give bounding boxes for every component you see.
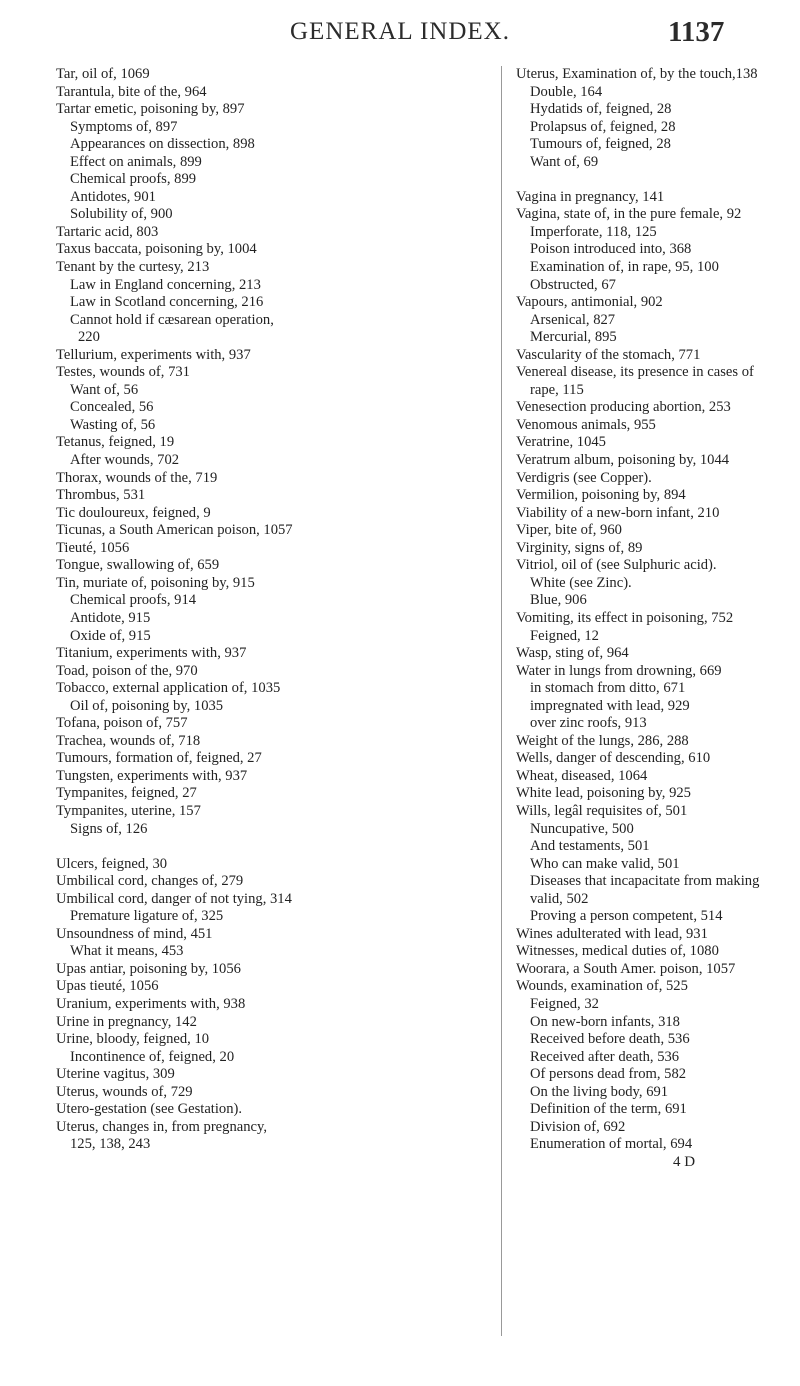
index-entry: Taxus baccata, poisoning by, 1004 <box>56 241 257 258</box>
signature-mark: 4 D <box>673 1153 696 1170</box>
entry-gap <box>56 838 476 856</box>
index-subentry: Of persons dead from, 582 <box>530 1066 687 1083</box>
index-subentry: Who can make valid, 501 <box>530 855 680 872</box>
index-entry: Ulcers, feigned, 30 <box>56 855 168 872</box>
index-entry: Tieuté, 1056 <box>56 539 130 556</box>
index-entry: Urine, bloody, feigned, 10 <box>56 1031 210 1048</box>
index-entry: Urine in pregnancy, 142 <box>56 1013 197 1030</box>
index-entry: Veratrine, 1045 <box>516 434 606 451</box>
index-entry: Vermilion, poisoning by, 894 <box>516 487 686 504</box>
index-entry: Uterus, changes in, from pregnancy, <box>56 1118 267 1135</box>
index-entry: Trachea, wounds of, 718 <box>56 732 201 749</box>
index-subentry: Chemical proofs, 914 <box>70 592 197 609</box>
index-subentry: Incontinence of, feigned, 20 <box>70 1048 235 1065</box>
index-entry: Tarantula, bite of the, 964 <box>56 83 207 100</box>
index-subentry: Received after death, 536 <box>530 1048 680 1065</box>
index-entry: Venereal disease, its presence in cases of <box>516 364 754 381</box>
index-entry: Tobacco, external application of, 1035 <box>56 680 281 697</box>
index-entry: Unsoundness of mind, 451 <box>56 925 213 942</box>
entry-gap <box>516 171 796 189</box>
index-entry: Tympanites, feigned, 27 <box>56 785 197 802</box>
index-subentry: Division of, 692 <box>530 1118 626 1135</box>
index-subentry: On the living body, 691 <box>530 1083 669 1100</box>
index-subentry: Double, 164 <box>530 83 603 100</box>
index-entry: Vitriol, oil of (see Sulphuric acid). <box>516 557 717 574</box>
index-entry: Vagina, state of, in the pure female, 92 <box>516 206 742 223</box>
index-subentry: 220 <box>78 329 100 346</box>
index-subentry: Received before death, 536 <box>530 1031 690 1048</box>
index-subentry: Prolapsus of, feigned, 28 <box>530 118 676 135</box>
index-entry: Vagina in pregnancy, 141 <box>516 188 665 205</box>
index-subentry: Nuncupative, 500 <box>530 820 634 837</box>
index-subentry: Oxide of, 915 <box>70 627 151 644</box>
index-entry: Toad, poison of the, 970 <box>56 662 198 679</box>
index-entry: Utero-gestation (see Gestation). <box>56 1101 243 1118</box>
index-subentry: Want of, 69 <box>530 153 599 170</box>
index-subentry: On new-born infants, 318 <box>530 1013 680 1030</box>
index-entry: Uranium, experiments with, 938 <box>56 995 246 1012</box>
index-subentry: Feigned, 32 <box>530 995 599 1012</box>
index-entry: Testes, wounds of, 731 <box>56 364 190 381</box>
index-subentry: Law in England concerning, 213 <box>70 276 261 293</box>
index-entry: Tartar emetic, poisoning by, 897 <box>56 101 245 118</box>
index-entry: Verdigris (see Copper). <box>516 469 652 486</box>
index-entry: Tongue, swallowing of, 659 <box>56 557 220 574</box>
index-entry: Venomous animals, 955 <box>516 416 656 433</box>
index-subentry: Signs of, 126 <box>70 820 148 837</box>
index-entry: Wines adulterated with lead, 931 <box>516 925 708 942</box>
index-subentry: Want of, 56 <box>70 381 139 398</box>
running-title: GENERAL INDEX. <box>290 18 510 45</box>
index-entry: Ticunas, a South American poison, 1057 <box>56 522 293 539</box>
index-entry: Tin, muriate of, poisoning by, 915 <box>56 574 255 591</box>
index-entry: Tic douloureux, feigned, 9 <box>56 504 211 521</box>
index-subentry: Concealed, 56 <box>70 399 154 416</box>
index-entry: Wheat, diseased, 1064 <box>516 767 648 784</box>
index-subentry: What it means, 453 <box>70 943 184 960</box>
index-subentry: And testaments, 501 <box>530 838 650 855</box>
index-subentry: Feigned, 12 <box>530 627 599 644</box>
index-subentry: Mercurial, 895 <box>530 329 617 346</box>
index-entry: Viability of a new-born infant, 210 <box>516 504 720 521</box>
index-subentry: Antidotes, 901 <box>70 188 156 205</box>
index-entry: White lead, poisoning by, 925 <box>516 785 691 802</box>
index-subentry: Blue, 906 <box>530 592 587 609</box>
index-column-left <box>56 66 476 1154</box>
index-entry: Tartaric acid, 803 <box>56 223 159 240</box>
index-entry: Titanium, experiments with, 937 <box>56 645 247 662</box>
index-subentry: Symptoms of, 897 <box>70 118 178 135</box>
index-entry: Tellurium, experiments with, 937 <box>56 346 251 363</box>
index-subentry: Examination of, in rape, 95, 100 <box>530 259 719 276</box>
index-subentry: Antidote, 915 <box>70 609 151 626</box>
index-entry: Virginity, signs of, 89 <box>516 539 643 556</box>
index-entry: Wounds, examination of, 525 <box>516 978 688 995</box>
index-entry: Weight of the lungs, 286, 288 <box>516 732 689 749</box>
index-entry: Woorara, a South Amer. poison, 1057 <box>516 960 736 977</box>
index-subentry: Proving a person competent, 514 <box>530 908 723 925</box>
page-header <box>0 16 800 56</box>
index-subentry: Solubility of, 900 <box>70 206 173 223</box>
index-entry: Tofana, poison of, 757 <box>56 715 188 732</box>
index-subentry: Wasting of, 56 <box>70 416 156 433</box>
index-entry: Tumours, formation of, feigned, 27 <box>56 750 262 767</box>
index-subentry: impregnated with lead, 929 <box>530 697 690 714</box>
index-entry: Tympanites, uterine, 157 <box>56 802 201 819</box>
index-entry: Witnesses, medical duties of, 1080 <box>516 943 719 960</box>
index-entry: Upas tieuté, 1056 <box>56 978 159 995</box>
index-entry: Uterine vagitus, 309 <box>56 1066 175 1083</box>
index-subentry: White (see Zinc). <box>530 574 632 591</box>
index-entry: Tenant by the curtesy, 213 <box>56 259 210 276</box>
index-subentry: Chemical proofs, 899 <box>70 171 197 188</box>
index-entry: Upas antiar, poisoning by, 1056 <box>56 960 241 977</box>
index-entry: Vapours, antimonial, 902 <box>516 294 663 311</box>
index-entry: Veratrum album, poisoning by, 1044 <box>516 452 730 469</box>
index-entry: Umbilical cord, danger of not tying, 314 <box>56 890 292 907</box>
index-entry: Water in lungs from drowning, 669 <box>516 662 722 679</box>
index-entry: Umbilical cord, changes of, 279 <box>56 873 244 890</box>
index-entry: Thorax, wounds of the, 719 <box>56 469 218 486</box>
index-subentry: After wounds, 702 <box>70 452 180 469</box>
index-entry: Wills, legâl requisites of, 501 <box>516 802 688 819</box>
index-subentry: Hydatids of, feigned, 28 <box>530 101 672 118</box>
index-subentry: in stomach from ditto, 671 <box>530 680 686 697</box>
index-subentry: valid, 502 <box>530 890 589 907</box>
index-subentry: Cannot hold if cæsarean operation, <box>70 311 274 328</box>
index-entry: Thrombus, 531 <box>56 487 146 504</box>
index-subentry: Obstructed, 67 <box>530 276 616 293</box>
index-entry: Vomiting, its effect in poisoning, 752 <box>516 609 734 626</box>
index-column-right <box>516 66 796 1171</box>
index-subentry: rape, 115 <box>530 381 584 398</box>
index-subentry: Definition of the term, 691 <box>530 1101 687 1118</box>
index-subentry: Appearances on dissection, 898 <box>70 136 255 153</box>
index-entry: Wells, danger of descending, 610 <box>516 750 711 767</box>
column-divider <box>501 66 502 1336</box>
index-entry: Tungsten, experiments with, 937 <box>56 767 248 784</box>
index-subentry: 125, 138, 243 <box>70 1136 151 1153</box>
page-number: 1137 <box>668 16 725 48</box>
index-entry: Wasp, sting of, 964 <box>516 645 629 662</box>
index-subentry: Effect on animals, 899 <box>70 153 202 170</box>
index-subentry: Diseases that incapacitate from making <box>530 873 760 890</box>
index-subentry: Premature ligature of, 325 <box>70 908 224 925</box>
index-entry: Venesection producing abortion, 253 <box>516 399 731 416</box>
index-subentry: over zinc roofs, 913 <box>530 715 647 732</box>
index-entry: Uterus, wounds of, 729 <box>56 1083 193 1100</box>
index-subentry: Oil of, poisoning by, 1035 <box>70 697 224 714</box>
index-entry: Uterus, Examination of, by the touch,138 <box>516 66 758 82</box>
index-entry: Viper, bite of, 960 <box>516 522 622 539</box>
index-entry: Tar, oil of, 1069 <box>56 66 150 82</box>
index-entry: Vascularity of the stomach, 771 <box>516 346 701 363</box>
index-subentry: Poison introduced into, 368 <box>530 241 692 258</box>
index-subentry: Tumours of, feigned, 28 <box>530 136 671 153</box>
index-subentry: Imperforate, 118, 125 <box>530 223 657 240</box>
index-entry: Tetanus, feigned, 19 <box>56 434 175 451</box>
index-subentry: Arsenical, 827 <box>530 311 616 328</box>
index-subentry: Law in Scotland concerning, 216 <box>70 294 264 311</box>
index-subentry: Enumeration of mortal, 694 <box>530 1136 693 1153</box>
